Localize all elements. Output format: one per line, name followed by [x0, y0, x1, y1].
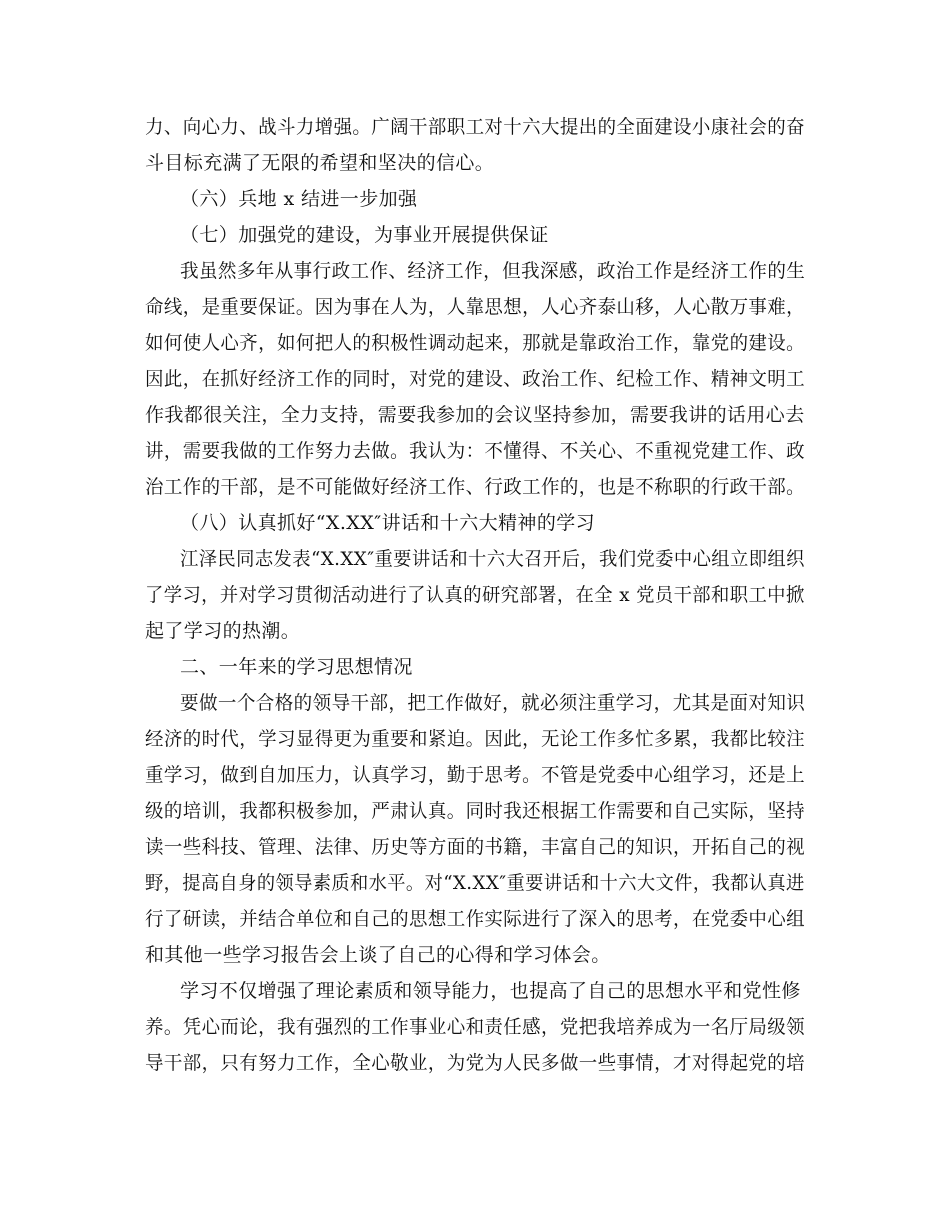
section-heading: 二、一年来的学习思想情况: [180, 656, 413, 678]
text-line: 讲，需要我做的工作努力去做。我认为：不懂得、不关心、不重视党建工作、政: [145, 440, 806, 462]
section-heading: （八）认真抓好“X.XX″讲话和十六大精神的学习: [180, 512, 596, 534]
text-line: 学习不仅增强了理论素质和领导能力，也提高了自己的思想水平和党性修: [180, 980, 801, 1002]
text-line: 了学习，并对学习贯彻活动进行了认真的研究部署，在全 x 党员干部和职工中掀: [145, 584, 805, 606]
text-line: 作我都很关注，全力支持，需要我参加的会议坚持参加，需要我讲的话用心去: [145, 404, 805, 426]
text-line: 我虽然多年从事行政工作、经济工作，但我深感，政治工作是经济工作的生: [180, 260, 806, 282]
text-line: 斗目标充满了无限的希望和坚决的信心。: [145, 152, 495, 174]
text-line: 养。凭心而论，我有强烈的工作事业心和责任感，党把我培养成为一名厅局级领: [145, 1016, 806, 1038]
text-line: 因此，在抓好经济工作的同时，对党的建设、政治工作、纪检工作、精神文明工: [145, 368, 806, 390]
section-heading: （七）加强党的建设，为事业开展提供保证: [180, 224, 549, 246]
text-line: 行了研读，并结合单位和自己的思想工作实际进行了深入的思考，在党委中心组: [145, 908, 806, 930]
text-line: 导干部，只有努力工作，全心敬业，为党为人民多做一些事情，才对得起党的培: [145, 1052, 806, 1074]
text-line: 起了学习的热潮。: [145, 620, 301, 642]
text-line: 级的培训，我都积极参加，严肃认真。同时我还根据工作需要和自己实际，坚持: [145, 800, 806, 822]
text-line: 命线，是重要保证。因为事在人为，人靠思想，人心齐泰山移，人心散万事难，: [145, 296, 806, 318]
section-heading: （六）兵地 x 结进一步加强: [180, 188, 418, 210]
text-line: 野，提高自身的领导素质和水平。对“X.XX″重要讲话和十六大文件，我都认真进: [145, 872, 805, 894]
text-line: 读一些科技、管理、法律、历史等方面的书籍，丰富自己的知识，开拓自己的视: [145, 836, 806, 858]
text-line: 治工作的干部，是不可能做好经济工作、行政工作的，也是不称职的行政干部。: [145, 476, 806, 498]
text-line: 力、向心力、战斗力增强。广阔干部职工对十六大提出的全面建设小康社会的奋: [145, 116, 806, 138]
text-line: 江泽民同志发表“X.XX″重要讲话和十六大召开后，我们党委中心组立即组织: [180, 548, 805, 570]
text-line: 要做一个合格的领导干部，把工作做好，就必须注重学习，尤其是面对知识: [180, 692, 806, 714]
text-line: 和其他一些学习报告会上谈了自己的心得和学习体会。: [145, 944, 611, 966]
text-line: 如何使人心齐，如何把人的积极性调动起来，那就是靠政治工作，靠党的建设。: [145, 332, 806, 354]
text-line: 重学习，做到自加压力，认真学习，勤于思考。不管是党委中心组学习，还是上: [145, 764, 806, 786]
text-line: 经济的时代，学习显得更为重要和紧迫。因此，无论工作多忙多累，我都比较注: [145, 728, 806, 750]
